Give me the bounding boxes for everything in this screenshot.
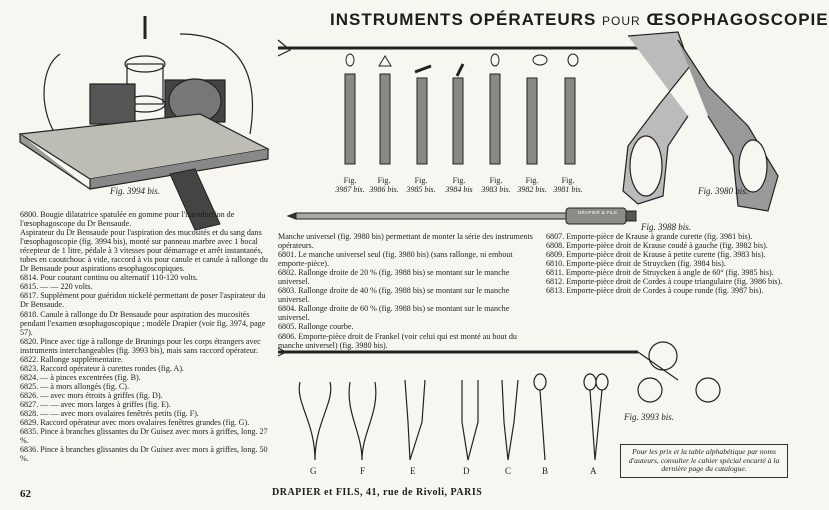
figure-caption-3993: Fig. 3993 bis. bbox=[624, 412, 675, 422]
catalog-entry: 6809. Emporte-pièce droit de Krause à petite curette (fig. 3983 bis). bbox=[546, 250, 766, 260]
tip-label: Fig. 3983 bis. bbox=[481, 176, 511, 194]
right-text-column bbox=[546, 232, 790, 295]
catalog-entry: 6813. Emporte-pièce droit de Cordes à coupe ronde (fig. 3987 bis). bbox=[546, 286, 764, 296]
catalog-entry: 6804. Rallonge droite de 60 % (fig. 3988 bis) se montant sur le manche universel. bbox=[278, 304, 510, 323]
tip-label: Fig. 3982 bis. bbox=[517, 176, 547, 194]
tip-label: Fig. 3986 bis. bbox=[369, 176, 399, 194]
catalog-entry: 6808. Emporte-pièce droit de Krause coudé à gauche (fig. 3982 bis). bbox=[546, 241, 768, 251]
catalog-entry: 6806. Emporte-pièce droit de Frankel (voir celui qui est monté au bout du manche universel) (fig. 3980 bis). bbox=[278, 331, 517, 350]
catalog-entry: Aspirateur du Dr Bensaude pour l'aspiration des mucosités et du sang dans l'œsophagoscopie (fig. 3994 bis), monté sur panneau marbre avec 1 bocal récepteur de 1 litre, pédale à 3 vitesses pour démarrage et arrêt instantanés, tubes en caoutchouc à vide, raccord à vis pour canule et canule à rallonge du Dr Bensaude pour aspirations œsophagoscopiques. bbox=[20, 228, 268, 274]
catalog-entry: 6812. Emporte-pièce droit de Cordes à coupe triangulaire (fig. 3986 bis). bbox=[546, 277, 783, 287]
tip-label: Fig. 3984 bis bbox=[445, 176, 473, 194]
catalog-entry: 6818. Canule à rallonge du Dr Bensaude pour aspiration des mucosités pendant l'examen œsophagoscopique ; modèle Drapier (voir fig. 3974, page 57). bbox=[20, 309, 266, 337]
rallonge-illustration bbox=[288, 204, 638, 228]
catalog-entry: Manche universel (fig. 3980 bis) permettant de monter la série des instruments opérateurs. bbox=[278, 232, 533, 251]
middle-text-column bbox=[278, 232, 540, 350]
catalog-entry: 6803. Rallonge droite de 40 % (fig. 3988 bis) se montant sur le manche universel. bbox=[278, 286, 510, 305]
catalog-entry: 6811. Emporte-pièce droit de Struycken à angle de 60° (fig. 3985 bis). bbox=[546, 268, 774, 278]
catalog-entry: 6820. Pince avec tige à rallonge de Brunings pour les corps étrangers avec instruments interchangeables (fig. 3993 bis), mais sans raccord opérateur. bbox=[20, 336, 261, 355]
catalog-entry: 6805. Rallonge courbe. bbox=[278, 322, 354, 332]
price-notice: Pour les prix et la table alphabétique par noms d'auteurs, consulter le cahier spécial encarté à la dernière page du catalogue. bbox=[620, 444, 788, 478]
catalog-entry: 6800. Bougie dilatatrice spatulée en gomme pour l'introduction de l'œsophagoscope du Dr Bensaude. bbox=[20, 210, 235, 229]
catalog-entry: 6807. Emporte-pièce de Krause à grande curette (fig. 3981 bis). bbox=[546, 232, 753, 241]
catalog-entry: 6836. Pince à branches glissantes du Dr Guisez avec mors à griffes, long. 50 %. bbox=[20, 445, 268, 464]
publisher-footer: DRAPIER et FILS, 41, rue de Rivoli, PARIS bbox=[272, 487, 483, 498]
page-title: INSTRUMENTS OPÉRATEURS POUR ŒSOPHAGOSCOPIE bbox=[330, 10, 829, 29]
tube-engraving: DRAPIER & FILS bbox=[578, 210, 618, 215]
tip-label: Fig. 3981 bis. bbox=[553, 176, 583, 194]
catalog-entry: 6829. Raccord opérateur avec mors ovalaires fenêtres grandes (fig. G). bbox=[20, 418, 250, 428]
catalog-entry: 6801. Le manche universel seul (fig. 3980 bis) (sans rallonge, ni embout emporte-pièce). bbox=[278, 250, 513, 269]
aspirator-illustration bbox=[20, 14, 270, 234]
catalog-entry: 6815. — — 220 volts. bbox=[20, 282, 93, 292]
catalog-entry: 6824. — à pinces excentrées (fig. B). bbox=[20, 372, 141, 382]
catalog-entry: 6826. — avec mors étroits à griffes (fig. D). bbox=[20, 390, 163, 400]
catalog-entry: 6835. Pince à branches glissantes du Dr Guisez avec mors à griffes, long. 27 %. bbox=[20, 427, 268, 446]
catalog-entry: 6802. Rallonge droite de 20 % (fig. 3988 bis) se montant sur le manche universel. bbox=[278, 268, 510, 287]
tip-label: Fig. 3985 bis. bbox=[406, 176, 436, 194]
figure-caption-3988: Fig. 3988 bis. bbox=[641, 222, 692, 232]
catalog-entry: 6814. Pour courant continu ou alternatif 110-120 volts. bbox=[20, 273, 198, 283]
catalog-entry: 6810. Emporte-pièce droit de Struycken (fig. 3984 bis). bbox=[546, 259, 726, 269]
catalog-entry: 6817. Supplément pour guéridon nickelé permettant de poser l'aspirateur du Dr Bensaude. bbox=[20, 291, 266, 310]
catalog-entry: 6828. — — avec mors ovalaires fenêtrés petits (fig. F). bbox=[20, 409, 199, 419]
catalog-entry: 6822. Rallonge supplémentaire. bbox=[20, 354, 123, 364]
catalog-entry: 6825. — à mors allongés (fig. C). bbox=[20, 381, 130, 391]
tip-label: Fig. 3987 bis. bbox=[335, 176, 365, 194]
left-text-column bbox=[20, 210, 270, 463]
figure-caption-3994: Fig. 3994 bis. bbox=[110, 186, 161, 196]
page-number: 62 bbox=[20, 488, 31, 500]
catalog-entry: 6827. — — avec mors larges à griffes (fig. E). bbox=[20, 399, 171, 409]
catalog-entry: 6823. Raccord opérateur à curettes rondes (fig. A). bbox=[20, 363, 185, 373]
forceps-tips-illustration bbox=[290, 372, 620, 462]
figure-caption-3980: Fig. 3980 bis. bbox=[698, 186, 749, 196]
